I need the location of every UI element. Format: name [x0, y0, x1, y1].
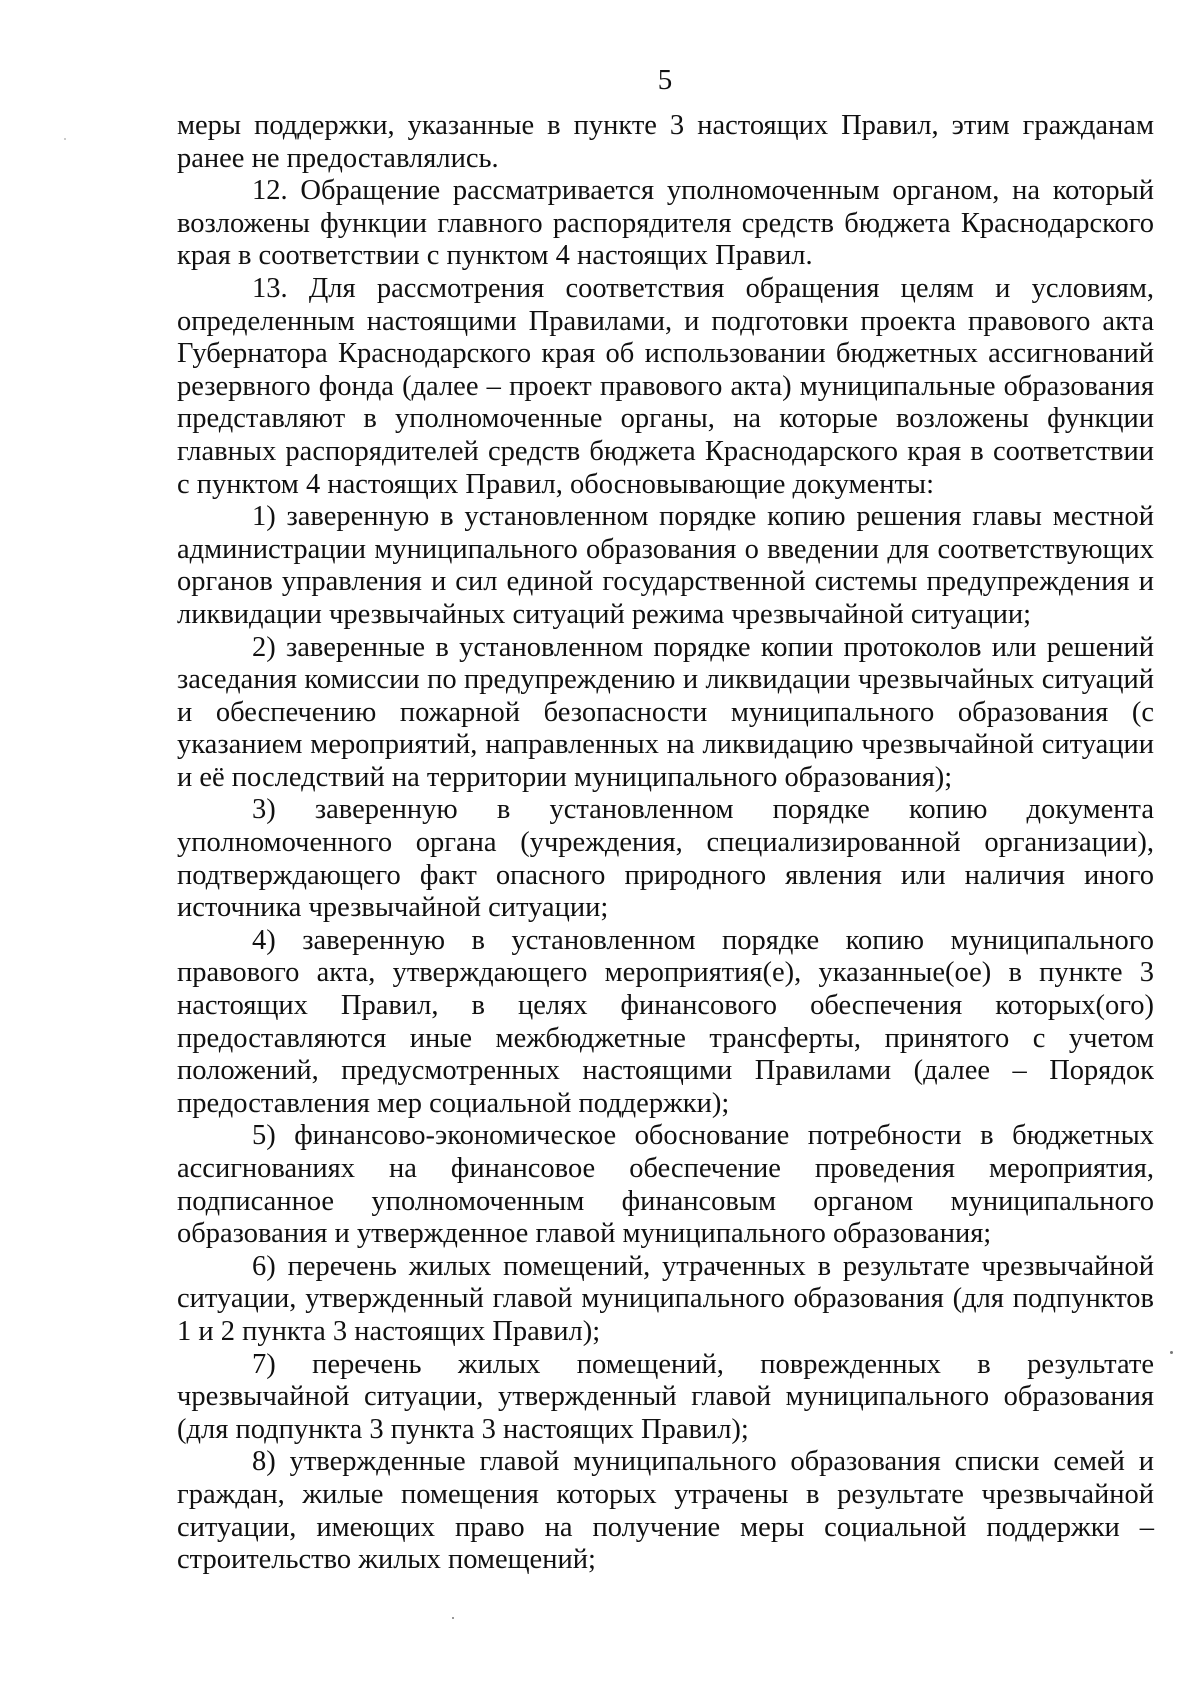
document-body — [177, 110, 1154, 1577]
page-number: 5 — [657, 64, 673, 96]
subitem-1: 1) заверенную в установленном порядке копию решения главы местной администрации муниципального образования о введении для соответствующих органов управления и сил единой государственной системы предупреждения и ликвидации чрезвычайных ситуаций режима чрезвычайной ситуации; — [177, 501, 1154, 630]
subitem-8: 8) утвержденные главой муниципального образования списки семей и граждан, жилые помещения которых утрачены в результате чрезвычайной ситуации, имеющих право на получение меры социальной поддержки – строительство жилых помещений; — [177, 1446, 1154, 1576]
subitem-5: 5) финансово-экономическое обоснование потребности в бюджетных ассигнованиях на финансовое обеспечение проведения мероприятия, подписанное уполномоченным финансовым органом муниципального образования и утвержденное главой муниципального образования; — [177, 1120, 1154, 1250]
subitem-2: 2) заверенные в установленном порядке копии протоколов или решений заседания комиссии по предупреждению и ликвидации чрезвычайных ситуаций и обеспечению пожарной безопасности муниципального образования (с указанием мероприятий, направленных на ликвидацию чрезвычайной ситуации и её последствий на территории муниципального образования); — [177, 631, 1154, 793]
paragraph-continuation: меры поддержки, указанные в пункте 3 настоящих Правил, этим гражданам ранее не предоставлялись. — [177, 110, 1154, 174]
subitem-7: 7) перечень жилых помещений, поврежденных в результате чрезвычайной ситуации, утвержденный главой муниципального образования (для подпункта 3 пункта 3 настоящих Правил); — [177, 1348, 1154, 1445]
subitem-4: 4) заверенную в установленном порядке копию муниципального правового акта, утверждающего мероприятия(е), указанные(ое) в пункте 3 настоящих Правил, в целях финансового обеспечения которых(ого) предоставляются иные межбюджетные трансферты, принятого с учетом положений, предусмотренных настоящими Правилами (далее – Порядок предоставления мер социальной поддержки); — [177, 924, 1154, 1119]
scan-speck — [1170, 1351, 1173, 1354]
subitem-6: 6) перечень жилых помещений, утраченных в результате чрезвычайной ситуации, утвержденный главой муниципального образования (для подпунктов 1 и 2 пункта 3 настоящих Правил); — [177, 1250, 1154, 1347]
scan-speck — [452, 1617, 454, 1619]
paragraph-item-13: 13. Для рассмотрения соответствия обращения целям и условиям, определенным настоящими Правилами, и подготовки проекта правового акта Губернатора Краснодарского края об использовании бюджетных ассигнований резервного фонда (далее – проект правового акта) муниципальные образования представляют в уполномоченные органы, на которые возложены функции главных распорядителей средств бюджета Краснодарского края в соответствии с пунктом 4 настоящих Правил, обосновывающие документы: — [177, 272, 1154, 500]
scan-speck — [64, 138, 66, 140]
paragraph-item-12: 12. Обращение рассматривается уполномоченным органом, на который возложены функции главного распорядителя средств бюджета Краснодарского края в соответствии с пунктом 4 настоящих Правил. — [177, 175, 1154, 272]
subitem-3: 3) заверенную в установленном порядке копию документа уполномоченного органа (учреждения, специализированной организации), подтверждающего факт опасного природного явления или наличия иного источника чрезвычайной ситуации; — [177, 794, 1154, 924]
